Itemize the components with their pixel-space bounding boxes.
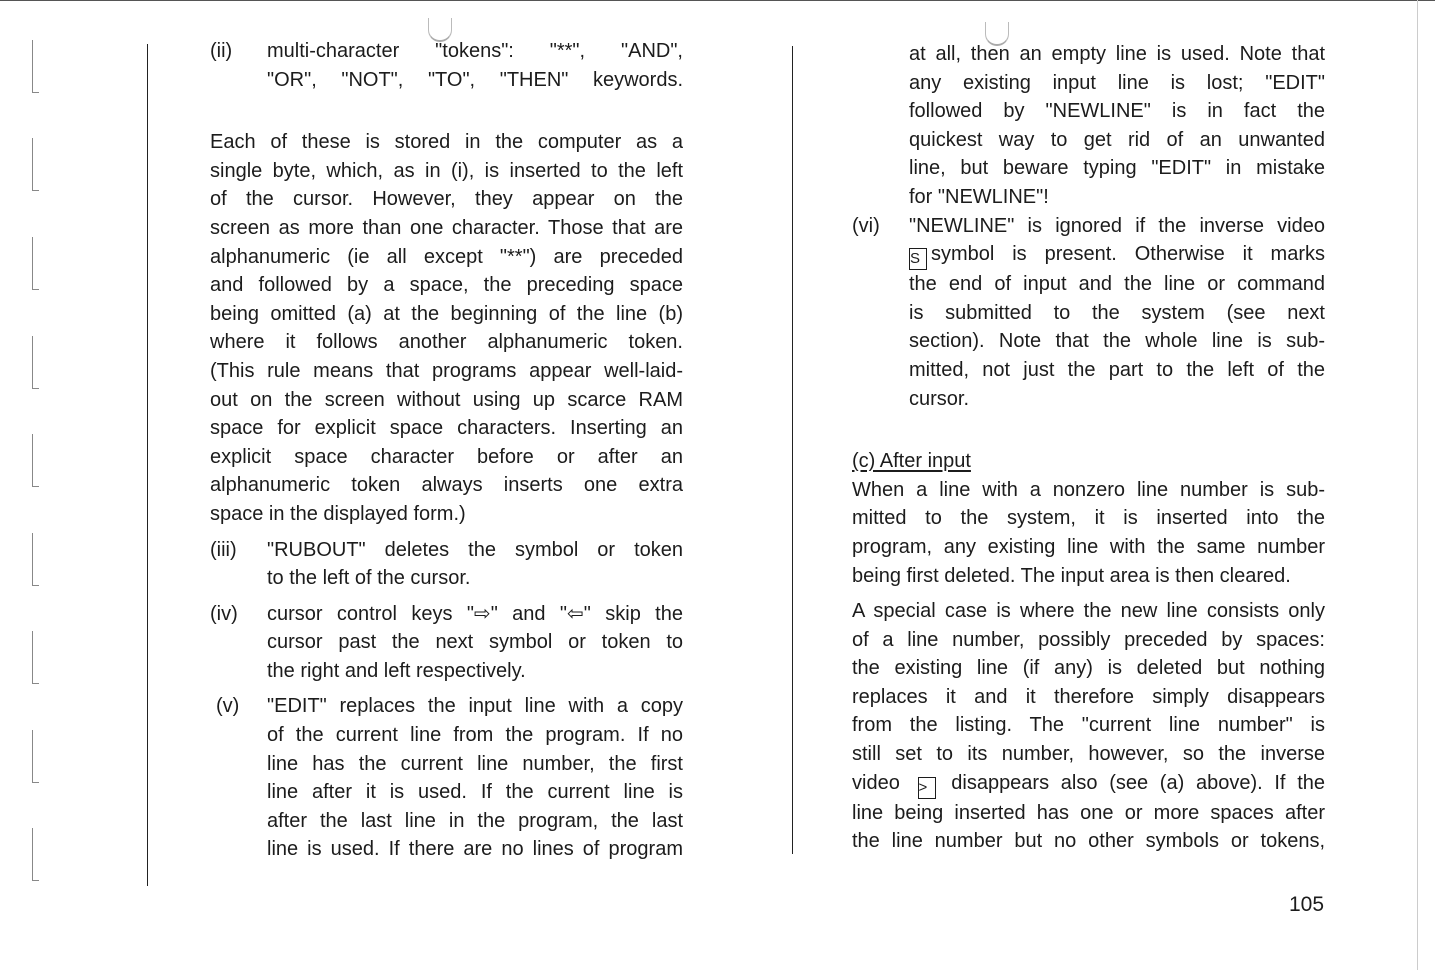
list-item-iv [210,600,683,686]
text-fragment: " and " [490,602,568,625]
text-line: line being inserted has one or more spaces after [852,801,1325,824]
text-line: replaces it and it therefore simply disappears [852,685,1325,708]
text-line: being omitted (a) at the beginning of the line (b) [210,302,683,325]
text-line: at all, then an empty line is used. Note that [909,43,1325,65]
text-line: multi-character "tokens": "**", "AND", [267,40,683,62]
text-line: to the left of the cursor. [267,567,471,590]
text-line: "NEWLINE" is ignored if the inverse video [909,214,1325,237]
text-line: screen as more than one character. Those that are [210,216,683,239]
text-line: cursor. [909,387,970,410]
binding-mark [32,40,39,93]
text-line: A special case is where the new line consists only [852,600,1325,623]
text-line: after the last line in the program, the last [267,809,683,832]
paragraph [210,128,683,528]
item-label: (iv) [210,602,238,625]
text-line: the right and left respectively. [267,659,526,682]
binding-mark [32,336,39,389]
binding-mark [32,730,39,783]
center-column-rule [792,46,793,854]
page-number: 105 [1289,893,1325,916]
text-line: line after it is used. If the current line is [267,781,683,804]
binding-mark [32,138,39,191]
text-line: single byte, which, as in (i), is inserted to the left [210,159,683,182]
text-line: where it follows another alphanumeric token. [210,331,683,354]
text-line: from the listing. The "current line number" is [852,714,1325,737]
binding-mark [32,828,39,881]
text-line: for "NEWLINE"! [909,185,1049,208]
text-line: "EDIT" replaces the input line with a copy [267,695,683,718]
left-column [210,37,683,864]
text-line [267,600,683,629]
text-line: (This rule means that programs appear well-laid- [210,359,683,382]
binding-mark [32,631,39,684]
text-line: cursor past the next symbol or token to [267,631,683,654]
text-line: out on the screen without using up scarce RAM [210,388,683,411]
item-label: (vi) [852,214,880,237]
section-after-input [852,447,1325,856]
text-line: quickest way to get rid of an unwanted [909,128,1325,151]
inverse-s-symbol-icon: S [909,248,927,270]
binding-mark [32,237,39,290]
item-label: (ii) [210,40,233,62]
text-fragment: cursor control keys " [267,602,474,625]
section-heading: (c) After input [852,450,971,473]
text-line: line is used. If there are no lines of program [267,838,683,861]
page-top-edge [0,0,1435,1]
left-column-rule [147,44,148,886]
left-arrow-key-icon: ⇦ [567,602,584,625]
text-line: alphanumeric token always inserts one extra [210,474,683,497]
list-item-ii [210,37,683,94]
text-line: line has the current line number, the first [267,752,683,775]
text-fragment: " skip the [583,602,683,625]
text-line: alphanumeric (ie all except "**") are preceded [210,245,683,268]
text-line: When a line with a nonzero line number is sub- [852,478,1325,501]
binding-mark [32,533,39,586]
text-line: space in the displayed form.) [210,502,466,525]
text-line [852,769,1325,799]
text-line: "OR", "NOT", "TO", "THEN" keywords. [267,68,683,91]
item-v-continuation [852,40,1325,212]
list-item-vi [852,212,1325,414]
text-line: the line number but no other symbols or tokens, [852,830,1325,853]
inverse-cursor-symbol-icon: > [918,777,936,799]
text-line [909,240,1325,270]
page-right-edge [1417,0,1418,970]
text-line: program, any existing line with the same number [852,535,1325,558]
text-line: the existing line (if any) is deleted but nothing [852,657,1325,680]
list-item-v [210,692,683,864]
item-label: (v) [216,695,240,718]
list-item-iii [210,536,683,593]
text-line: space for explicit space characters. Inserting an [210,417,683,440]
text-line: followed by "NEWLINE" is in fact the [909,100,1325,123]
text-line: being first deleted. The input area is then cleared. [852,564,1291,587]
text-line: Each of these is stored in the computer as a [210,131,683,154]
text-line: still set to its number, however, so the inverse [852,743,1325,766]
right-column [852,40,1325,856]
text-fragment: symbol is present. Otherwise it marks [931,243,1325,266]
text-line: explicit space character before or after an [210,445,683,468]
text-line: mitted, not just the part to the left of the [909,358,1325,381]
text-line: section). Note that the whole line is sub- [909,330,1325,353]
text-fragment: disappears also (see (a) above). If the [951,771,1325,794]
text-line: "RUBOUT" deletes the symbol or token [267,538,683,561]
text-line: and followed by a space, the preceding space [210,274,683,297]
text-line: of the current line from the program. If no [267,724,683,747]
text-line: of a line number, possibly preceded by spaces: [852,628,1325,651]
text-line: is submitted to the system (see next [909,301,1325,324]
right-arrow-key-icon: ⇨ [473,602,491,625]
binding-mark [32,434,39,487]
text-line: line, but beware typing "EDIT" in mistake [909,157,1325,180]
text-line: of the cursor. However, they appear on the [210,188,683,211]
text-line: mitted to the system, it is inserted into the [852,507,1325,530]
item-label: (iii) [210,538,237,561]
text-line: the end of input and the line or command [909,273,1325,296]
text-fragment: video [852,771,900,794]
text-line: any existing input line is lost; "EDIT" [909,71,1325,94]
